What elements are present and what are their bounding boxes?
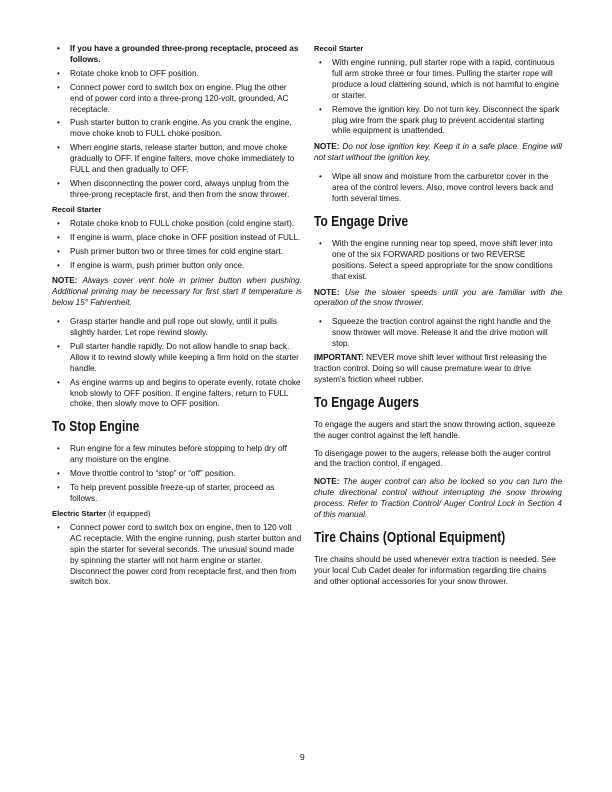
list-item: • If you have a grounded three-prong receptacle, proceed as follows. (52, 44, 302, 66)
right-column (314, 44, 562, 595)
note-label: NOTE: (314, 477, 340, 487)
list-item: • Remove the ignition key. Do not turn key. Disconnect the spark plug wire from the spark plug to prevent accidental starting while equipment is unattended. (314, 105, 562, 138)
recoil-steps-list (52, 219, 302, 272)
recoil-starter-subheading: Recoil Starter (52, 204, 102, 214)
note-text: The auger control can also be locked so you can turn the chute directional control without interrupting the snow throwing process. Refer to Traction Control/ Auger Control Lock in Section 4 of this manual. (314, 477, 562, 520)
important-text: NEVER move shift lever without first releasing the traction control. Doing so will cause premature wear to drive system’s friction wheel rubber. (314, 353, 547, 384)
tire-chains-heading: Tire Chains (Optional Equipment) (314, 530, 506, 546)
list-item: • When engine starts, release starter button, and move choke gradually to OFF. If engine falters, move choke immediately to FULL and then gradually to OFF. (52, 143, 302, 176)
left-column (52, 44, 302, 591)
slower-speeds-note (314, 288, 562, 310)
note-label: NOTE: (314, 287, 340, 297)
important-notice (314, 353, 562, 386)
list-item: • With engine running, pull starter rope with a rapid, continuous full arm stroke three or four times. Pulling the starter rope will produce a loud clattering sound, which is not harmful to engine or starter. (314, 58, 562, 102)
tire-chains-paragraph: Tire chains should be used whenever extra traction is needed. See your local Cub Cadet dealer for information regarding tire chains and other optional accessories for your snow thrower. (314, 555, 556, 586)
list-item: • With the engine running near top speed, move shift lever into one of the six FORWARD positions or two REVERSE positions. Select a speed appropriate for the snow conditions that exist. (314, 239, 562, 283)
stop-engine-list (52, 444, 302, 505)
list-item: • If engine is warm, place choke in OFF position instead of FULL. (52, 233, 302, 244)
subheading-rest: (if equipped) (106, 508, 151, 518)
note-text: Always cover vent hole in primer button when pushing. Additional priming may be necessary for first start if temperature is below 15° Fahrenheit. (52, 276, 302, 308)
recoil-stop-list (314, 58, 562, 137)
list-item: • If engine is warm, push primer button only once. (52, 261, 302, 272)
list-item: • Rotate choke knob to FULL choke position (cold engine start). (52, 219, 302, 230)
list-item: • Pull starter handle rapidly. Do not allow handle to snap back. Allow it to rewind slowly while keeping a firm hold on the starter handle. (52, 342, 302, 375)
list-item: • Push starter button to crank engine. As you crank the engine, move choke knob to FULL choke position. (52, 118, 302, 140)
list-item: • Squeeze the traction control against the right handle and the snow thrower will move. Release it and the drive motion will stop. (314, 317, 562, 350)
list-item: • When disconnecting the power cord, always unplug from the three-prong receptacle first, and then from the snow thrower. (52, 179, 302, 201)
list-item: • Rotate choke knob to OFF position. (52, 69, 302, 80)
primer-note (52, 276, 302, 309)
list-item: • Push primer button two or three times for cold engine start. (52, 247, 302, 258)
stop-engine-heading: To Stop Engine (52, 419, 140, 436)
choke-steps-list (52, 44, 302, 201)
starter-handle-steps-list (52, 317, 302, 410)
engage-augers-heading: To Engage Augers (314, 394, 420, 411)
traction-control-list (314, 317, 562, 350)
wipe-snow-list (314, 172, 562, 205)
list-item: • To help prevent possible freeze-up of starter, proceed as follows. (52, 483, 302, 505)
subheading-bold: Electric Starter (52, 508, 107, 518)
list-item: • Connect power cord to switch box on engine. Plug the other end of power cord into a three-prong 120-volt, grounded, AC receptacle. (52, 83, 302, 116)
engage-drive-list (314, 239, 562, 283)
ignition-key-note (314, 142, 562, 164)
electric-starter-subheading (52, 509, 302, 518)
engage-drive-heading: To Engage Drive (314, 213, 409, 230)
augers-paragraph: To engage the augers and start the snow throwing action, squeeze the auger control against the left handle. (314, 419, 556, 440)
list-item: • As engine warms up and begins to operate evenly, rotate choke knob slowly to OFF position. If engine falters, return to FULL choke, then slowly move to OFF position. (52, 378, 302, 411)
list-item: • Grasp starter handle and pull rope out slowly, until it pulls slightly harder. Let rope rewind slowly. (52, 317, 302, 339)
auger-lock-note (314, 477, 562, 521)
note-text: Do not lose ignition key. Keep it in a safe place. Engine will not start without the ignition key. (314, 142, 562, 163)
recoil-starter-subheading: Recoil Starter (314, 44, 364, 53)
note-label: NOTE: (52, 276, 78, 286)
list-item: • Move throttle control to “stop” or “off” position. (52, 469, 302, 480)
list-item: • Connect power cord to switch box on engine, then to 120 volt AC receptacle. With the engine running, push starter button and spin the starter for several seconds. The unusual sound made by spinning the starter will not harm engine or starter. Disconnect the power cord from receptacle first, and then from switch box. (52, 523, 302, 588)
augers-paragraph: To disengage power to the augers, release both the auger control and the traction control, if engaged. (314, 448, 551, 469)
list-item: • Wipe all snow and moisture from the carburetor cover in the area of the control levers. Also, move control levers back and forth several times. (314, 172, 562, 205)
electric-starter-list (52, 523, 302, 588)
important-label: IMPORTANT: (314, 353, 364, 363)
note-label: NOTE: (314, 142, 340, 152)
list-item: • Run engine for a few minutes before stopping to help dry off any moisture on the engine. (52, 444, 302, 466)
note-text: Use the slower speeds until you are familiar with the operation of the snow thrower. (314, 287, 562, 308)
page-number: 9 (300, 752, 305, 762)
